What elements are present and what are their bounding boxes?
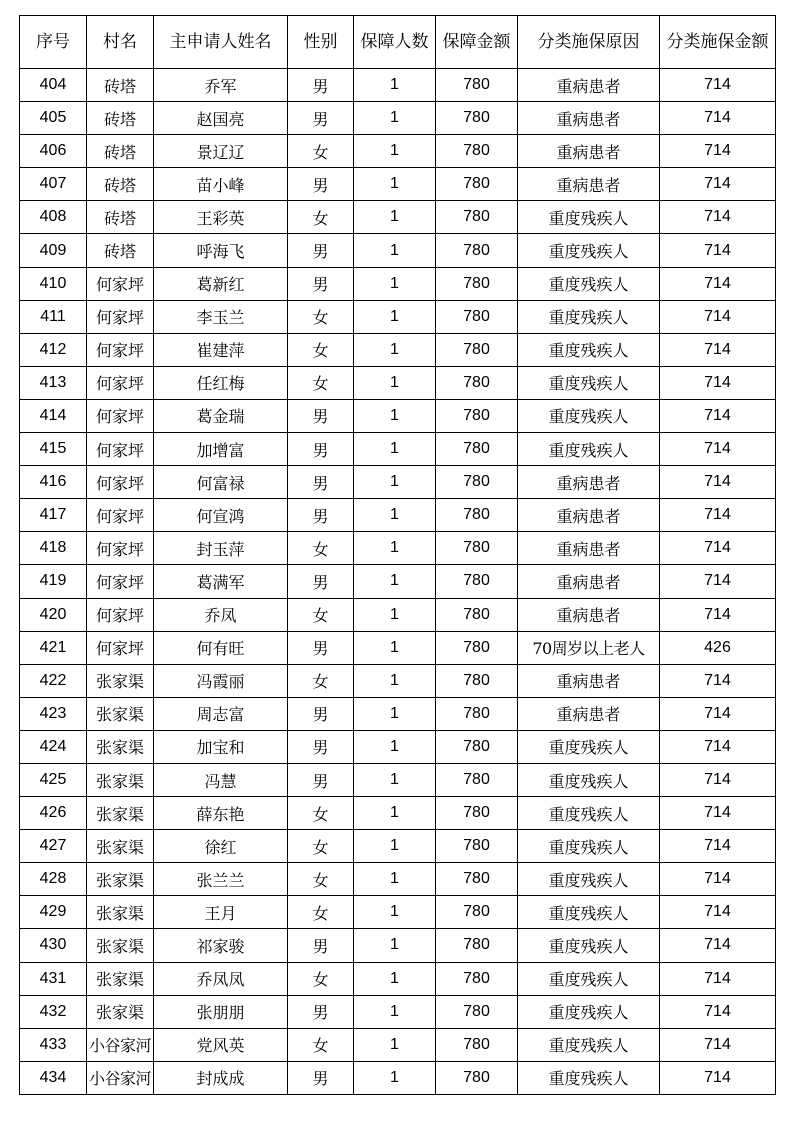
category-reason-cell: 重病患者 — [518, 697, 660, 730]
applicant-name-cell: 赵国亮 — [154, 102, 288, 135]
gender-cell: 男 — [288, 267, 354, 300]
applicant-name-cell: 王彩英 — [154, 201, 288, 234]
village-name-cell: 张家渠 — [87, 962, 154, 995]
village-name-cell: 何家坪 — [87, 598, 154, 631]
table-row — [20, 1061, 776, 1094]
allowance-amount-cell: 780 — [436, 631, 518, 664]
allowance-amount-cell: 780 — [436, 267, 518, 300]
table-row — [20, 366, 776, 399]
covered-persons-cell: 1 — [354, 234, 436, 267]
serial-number-cell: 426 — [20, 797, 87, 830]
allowance-amount-cell: 780 — [436, 697, 518, 730]
covered-persons-cell: 1 — [354, 1028, 436, 1061]
allowance-amount-cell: 780 — [436, 598, 518, 631]
category-reason-cell: 重度残疾人 — [518, 300, 660, 333]
serial-number-cell: 423 — [20, 697, 87, 730]
category-reason-cell: 重度残疾人 — [518, 1028, 660, 1061]
table-row — [20, 565, 776, 598]
gender-cell: 女 — [288, 830, 354, 863]
serial-number-cell: 422 — [20, 664, 87, 697]
serial-number-cell: 414 — [20, 399, 87, 432]
covered-persons-cell: 1 — [354, 399, 436, 432]
serial-number-cell: 421 — [20, 631, 87, 664]
serial-number-cell: 418 — [20, 532, 87, 565]
table-row — [20, 433, 776, 466]
header-row — [20, 16, 776, 69]
applicant-name-cell: 封成成 — [154, 1061, 288, 1094]
category-reason-cell: 重度残疾人 — [518, 399, 660, 432]
gender-cell: 男 — [288, 399, 354, 432]
gender-cell: 女 — [288, 1028, 354, 1061]
table-row — [20, 267, 776, 300]
serial-number-cell: 417 — [20, 499, 87, 532]
applicant-name-cell: 何宣鸿 — [154, 499, 288, 532]
serial-number-cell: 430 — [20, 929, 87, 962]
serial-number-cell: 433 — [20, 1028, 87, 1061]
village-name-cell: 何家坪 — [87, 433, 154, 466]
category-reason-cell: 重度残疾人 — [518, 1061, 660, 1094]
category-reason-cell: 重度残疾人 — [518, 730, 660, 763]
village-name-cell: 张家渠 — [87, 995, 154, 1028]
serial-number-cell: 424 — [20, 730, 87, 763]
serial-number-cell: 420 — [20, 598, 87, 631]
covered-persons-cell: 1 — [354, 168, 436, 201]
covered-persons-cell: 1 — [354, 466, 436, 499]
category-amount-cell: 714 — [660, 201, 776, 234]
category-reason-cell: 重度残疾人 — [518, 929, 660, 962]
allowance-amount-cell: 780 — [436, 532, 518, 565]
allowance-amount-cell: 780 — [436, 135, 518, 168]
serial-number-cell: 419 — [20, 565, 87, 598]
category-amount-cell: 714 — [660, 664, 776, 697]
gender-cell: 男 — [288, 69, 354, 102]
village-name-cell: 何家坪 — [87, 631, 154, 664]
header-allowance-amount: 保障金额 — [436, 16, 518, 69]
category-reason-cell: 重病患者 — [518, 168, 660, 201]
village-name-cell: 张家渠 — [87, 763, 154, 796]
allowance-amount-cell: 780 — [436, 168, 518, 201]
gender-cell: 女 — [288, 532, 354, 565]
table-row — [20, 499, 776, 532]
applicant-name-cell: 苗小峰 — [154, 168, 288, 201]
header-covered-persons: 保障人数 — [354, 16, 436, 69]
allowance-amount-cell: 780 — [436, 797, 518, 830]
serial-number-cell: 409 — [20, 234, 87, 267]
serial-number-cell: 428 — [20, 863, 87, 896]
covered-persons-cell: 1 — [354, 69, 436, 102]
applicant-name-cell: 李玉兰 — [154, 300, 288, 333]
covered-persons-cell: 1 — [354, 962, 436, 995]
table-row — [20, 135, 776, 168]
allowance-roster-table — [19, 15, 776, 1095]
applicant-name-cell: 王月 — [154, 896, 288, 929]
category-amount-cell: 714 — [660, 234, 776, 267]
category-amount-cell: 714 — [660, 532, 776, 565]
category-amount-cell: 426 — [660, 631, 776, 664]
header-applicant-name: 主申请人姓名 — [154, 16, 288, 69]
gender-cell: 女 — [288, 962, 354, 995]
category-reason-cell: 重病患者 — [518, 135, 660, 168]
applicant-name-cell: 冯慧 — [154, 763, 288, 796]
gender-cell: 男 — [288, 433, 354, 466]
serial-number-cell: 412 — [20, 333, 87, 366]
applicant-name-cell: 党风英 — [154, 1028, 288, 1061]
gender-cell: 男 — [288, 234, 354, 267]
table-row — [20, 201, 776, 234]
applicant-name-cell: 呼海飞 — [154, 234, 288, 267]
village-name-cell: 张家渠 — [87, 730, 154, 763]
serial-number-cell: 429 — [20, 896, 87, 929]
covered-persons-cell: 1 — [354, 863, 436, 896]
village-name-cell: 张家渠 — [87, 664, 154, 697]
covered-persons-cell: 1 — [354, 532, 436, 565]
village-name-cell: 张家渠 — [87, 863, 154, 896]
village-name-cell: 何家坪 — [87, 300, 154, 333]
applicant-name-cell: 薛东艳 — [154, 797, 288, 830]
covered-persons-cell: 1 — [354, 366, 436, 399]
covered-persons-cell: 1 — [354, 797, 436, 830]
covered-persons-cell: 1 — [354, 267, 436, 300]
serial-number-cell: 411 — [20, 300, 87, 333]
table-row — [20, 532, 776, 565]
table-row — [20, 962, 776, 995]
header-serial-number: 序号 — [20, 16, 87, 69]
covered-persons-cell: 1 — [354, 929, 436, 962]
allowance-amount-cell: 780 — [436, 730, 518, 763]
category-reason-cell: 重度残疾人 — [518, 433, 660, 466]
category-reason-cell: 重病患者 — [518, 499, 660, 532]
gender-cell: 男 — [288, 1061, 354, 1094]
allowance-amount-cell: 780 — [436, 366, 518, 399]
allowance-amount-cell: 780 — [436, 1061, 518, 1094]
village-name-cell: 砖塔 — [87, 168, 154, 201]
category-reason-cell: 重病患者 — [518, 598, 660, 631]
covered-persons-cell: 1 — [354, 1061, 436, 1094]
allowance-amount-cell: 780 — [436, 333, 518, 366]
applicant-name-cell: 葛金瑞 — [154, 399, 288, 432]
covered-persons-cell: 1 — [354, 598, 436, 631]
table-row — [20, 995, 776, 1028]
serial-number-cell: 434 — [20, 1061, 87, 1094]
serial-number-cell: 410 — [20, 267, 87, 300]
covered-persons-cell: 1 — [354, 333, 436, 366]
gender-cell: 女 — [288, 896, 354, 929]
covered-persons-cell: 1 — [354, 565, 436, 598]
category-amount-cell: 714 — [660, 929, 776, 962]
village-name-cell: 砖塔 — [87, 102, 154, 135]
gender-cell: 女 — [288, 201, 354, 234]
table-row — [20, 896, 776, 929]
table-row — [20, 863, 776, 896]
gender-cell: 女 — [288, 598, 354, 631]
covered-persons-cell: 1 — [354, 730, 436, 763]
category-reason-cell: 重病患者 — [518, 565, 660, 598]
applicant-name-cell: 乔凤 — [154, 598, 288, 631]
category-reason-cell: 重病患者 — [518, 102, 660, 135]
gender-cell: 男 — [288, 929, 354, 962]
covered-persons-cell: 1 — [354, 433, 436, 466]
covered-persons-cell: 1 — [354, 830, 436, 863]
table-row — [20, 697, 776, 730]
serial-number-cell: 407 — [20, 168, 87, 201]
allowance-amount-cell: 780 — [436, 300, 518, 333]
village-name-cell: 何家坪 — [87, 267, 154, 300]
covered-persons-cell: 1 — [354, 664, 436, 697]
serial-number-cell: 408 — [20, 201, 87, 234]
category-amount-cell: 714 — [660, 830, 776, 863]
table-row — [20, 763, 776, 796]
category-amount-cell: 714 — [660, 730, 776, 763]
category-reason-cell: 重病患者 — [518, 466, 660, 499]
serial-number-cell: 432 — [20, 995, 87, 1028]
header-village-name: 村名 — [87, 16, 154, 69]
applicant-name-cell: 加宝和 — [154, 730, 288, 763]
category-amount-cell: 714 — [660, 333, 776, 366]
applicant-name-cell: 任红梅 — [154, 366, 288, 399]
applicant-name-cell: 加增富 — [154, 433, 288, 466]
header-gender: 性别 — [288, 16, 354, 69]
covered-persons-cell: 1 — [354, 995, 436, 1028]
village-name-cell: 何家坪 — [87, 333, 154, 366]
applicant-name-cell: 封玉萍 — [154, 532, 288, 565]
category-reason-cell: 重度残疾人 — [518, 863, 660, 896]
category-amount-cell: 714 — [660, 69, 776, 102]
applicant-name-cell: 何有旺 — [154, 631, 288, 664]
allowance-amount-cell: 780 — [436, 830, 518, 863]
category-amount-cell: 714 — [660, 366, 776, 399]
gender-cell: 男 — [288, 466, 354, 499]
category-reason-cell: 重度残疾人 — [518, 333, 660, 366]
covered-persons-cell: 1 — [354, 135, 436, 168]
covered-persons-cell: 1 — [354, 631, 436, 664]
table-row — [20, 234, 776, 267]
village-name-cell: 何家坪 — [87, 532, 154, 565]
category-reason-cell: 重度残疾人 — [518, 797, 660, 830]
table-row — [20, 168, 776, 201]
village-name-cell: 张家渠 — [87, 896, 154, 929]
table-row — [20, 399, 776, 432]
category-amount-cell: 714 — [660, 1028, 776, 1061]
village-name-cell: 何家坪 — [87, 399, 154, 432]
category-amount-cell: 714 — [660, 300, 776, 333]
village-name-cell: 张家渠 — [87, 797, 154, 830]
applicant-name-cell: 周志富 — [154, 697, 288, 730]
gender-cell: 男 — [288, 763, 354, 796]
covered-persons-cell: 1 — [354, 896, 436, 929]
serial-number-cell: 404 — [20, 69, 87, 102]
applicant-name-cell: 乔凤凤 — [154, 962, 288, 995]
category-reason-cell: 重度残疾人 — [518, 201, 660, 234]
allowance-amount-cell: 780 — [436, 863, 518, 896]
serial-number-cell: 405 — [20, 102, 87, 135]
serial-number-cell: 431 — [20, 962, 87, 995]
category-reason-cell: 重度残疾人 — [518, 896, 660, 929]
serial-number-cell: 406 — [20, 135, 87, 168]
village-name-cell: 砖塔 — [87, 69, 154, 102]
category-amount-cell: 714 — [660, 102, 776, 135]
gender-cell: 男 — [288, 168, 354, 201]
allowance-amount-cell: 780 — [436, 399, 518, 432]
village-name-cell: 张家渠 — [87, 830, 154, 863]
covered-persons-cell: 1 — [354, 102, 436, 135]
table-row — [20, 631, 776, 664]
category-amount-cell: 714 — [660, 863, 776, 896]
table-row — [20, 300, 776, 333]
category-amount-cell: 714 — [660, 995, 776, 1028]
village-name-cell: 小谷家河 — [87, 1061, 154, 1094]
covered-persons-cell: 1 — [354, 697, 436, 730]
covered-persons-cell: 1 — [354, 300, 436, 333]
allowance-amount-cell: 780 — [436, 102, 518, 135]
table-row — [20, 1028, 776, 1061]
category-reason-cell: 重度残疾人 — [518, 830, 660, 863]
table-row — [20, 929, 776, 962]
applicant-name-cell: 何富禄 — [154, 466, 288, 499]
applicant-name-cell: 张兰兰 — [154, 863, 288, 896]
table-row — [20, 664, 776, 697]
applicant-name-cell: 葛满军 — [154, 565, 288, 598]
village-name-cell: 砖塔 — [87, 135, 154, 168]
village-name-cell: 何家坪 — [87, 499, 154, 532]
gender-cell: 女 — [288, 135, 354, 168]
allowance-amount-cell: 780 — [436, 1028, 518, 1061]
category-amount-cell: 714 — [660, 466, 776, 499]
serial-number-cell: 413 — [20, 366, 87, 399]
serial-number-cell: 415 — [20, 433, 87, 466]
covered-persons-cell: 1 — [354, 499, 436, 532]
allowance-amount-cell: 780 — [436, 234, 518, 267]
category-amount-cell: 714 — [660, 399, 776, 432]
covered-persons-cell: 1 — [354, 763, 436, 796]
village-name-cell: 小谷家河 — [87, 1028, 154, 1061]
allowance-amount-cell: 780 — [436, 896, 518, 929]
allowance-amount-cell: 780 — [436, 962, 518, 995]
gender-cell: 女 — [288, 664, 354, 697]
allowance-amount-cell: 780 — [436, 995, 518, 1028]
gender-cell: 女 — [288, 300, 354, 333]
village-name-cell: 砖塔 — [87, 201, 154, 234]
gender-cell: 女 — [288, 333, 354, 366]
category-amount-cell: 714 — [660, 499, 776, 532]
category-amount-cell: 714 — [660, 598, 776, 631]
applicant-name-cell: 乔军 — [154, 69, 288, 102]
category-reason-cell: 重度残疾人 — [518, 267, 660, 300]
gender-cell: 女 — [288, 797, 354, 830]
applicant-name-cell: 崔建萍 — [154, 333, 288, 366]
applicant-name-cell: 张朋朋 — [154, 995, 288, 1028]
table-row — [20, 830, 776, 863]
category-amount-cell: 714 — [660, 763, 776, 796]
covered-persons-cell: 1 — [354, 201, 436, 234]
allowance-amount-cell: 780 — [436, 69, 518, 102]
village-name-cell: 张家渠 — [87, 697, 154, 730]
category-reason-cell: 重度残疾人 — [518, 995, 660, 1028]
table-row — [20, 333, 776, 366]
village-name-cell: 砖塔 — [87, 234, 154, 267]
category-reason-cell: 70周岁以上老人 — [518, 631, 660, 664]
category-amount-cell: 714 — [660, 896, 776, 929]
category-amount-cell: 714 — [660, 135, 776, 168]
applicant-name-cell: 冯霞丽 — [154, 664, 288, 697]
category-reason-cell: 重度残疾人 — [518, 962, 660, 995]
gender-cell: 男 — [288, 995, 354, 1028]
village-name-cell: 何家坪 — [87, 565, 154, 598]
table-row — [20, 797, 776, 830]
gender-cell: 男 — [288, 631, 354, 664]
gender-cell: 女 — [288, 863, 354, 896]
category-amount-cell: 714 — [660, 168, 776, 201]
allowance-amount-cell: 780 — [436, 565, 518, 598]
serial-number-cell: 427 — [20, 830, 87, 863]
table-row — [20, 466, 776, 499]
category-amount-cell: 714 — [660, 565, 776, 598]
table-row — [20, 598, 776, 631]
category-amount-cell: 714 — [660, 433, 776, 466]
village-name-cell: 何家坪 — [87, 466, 154, 499]
serial-number-cell: 425 — [20, 763, 87, 796]
allowance-amount-cell: 780 — [436, 201, 518, 234]
gender-cell: 男 — [288, 102, 354, 135]
table-row — [20, 69, 776, 102]
category-amount-cell: 714 — [660, 962, 776, 995]
category-amount-cell: 714 — [660, 1061, 776, 1094]
category-reason-cell: 重病患者 — [518, 664, 660, 697]
table-row — [20, 102, 776, 135]
category-amount-cell: 714 — [660, 797, 776, 830]
gender-cell: 女 — [288, 366, 354, 399]
allowance-amount-cell: 780 — [436, 499, 518, 532]
gender-cell: 男 — [288, 697, 354, 730]
gender-cell: 男 — [288, 730, 354, 763]
category-amount-cell: 714 — [660, 697, 776, 730]
applicant-name-cell: 徐红 — [154, 830, 288, 863]
applicant-name-cell: 葛新红 — [154, 267, 288, 300]
applicant-name-cell: 景辽辽 — [154, 135, 288, 168]
category-reason-cell: 重度残疾人 — [518, 366, 660, 399]
village-name-cell: 张家渠 — [87, 929, 154, 962]
allowance-amount-cell: 780 — [436, 466, 518, 499]
category-reason-cell: 重度残疾人 — [518, 763, 660, 796]
allowance-amount-cell: 780 — [436, 929, 518, 962]
gender-cell: 男 — [288, 499, 354, 532]
village-name-cell: 何家坪 — [87, 366, 154, 399]
category-amount-cell: 714 — [660, 267, 776, 300]
gender-cell: 男 — [288, 565, 354, 598]
category-reason-cell: 重病患者 — [518, 532, 660, 565]
serial-number-cell: 416 — [20, 466, 87, 499]
applicant-name-cell: 祁家骏 — [154, 929, 288, 962]
allowance-amount-cell: 780 — [436, 664, 518, 697]
category-reason-cell: 重度残疾人 — [518, 234, 660, 267]
category-reason-cell: 重病患者 — [518, 69, 660, 102]
header-category-amount: 分类施保金额 — [660, 16, 776, 69]
header-category-reason: 分类施保原因 — [518, 16, 660, 69]
allowance-amount-cell: 780 — [436, 763, 518, 796]
allowance-amount-cell: 780 — [436, 433, 518, 466]
table-row — [20, 730, 776, 763]
